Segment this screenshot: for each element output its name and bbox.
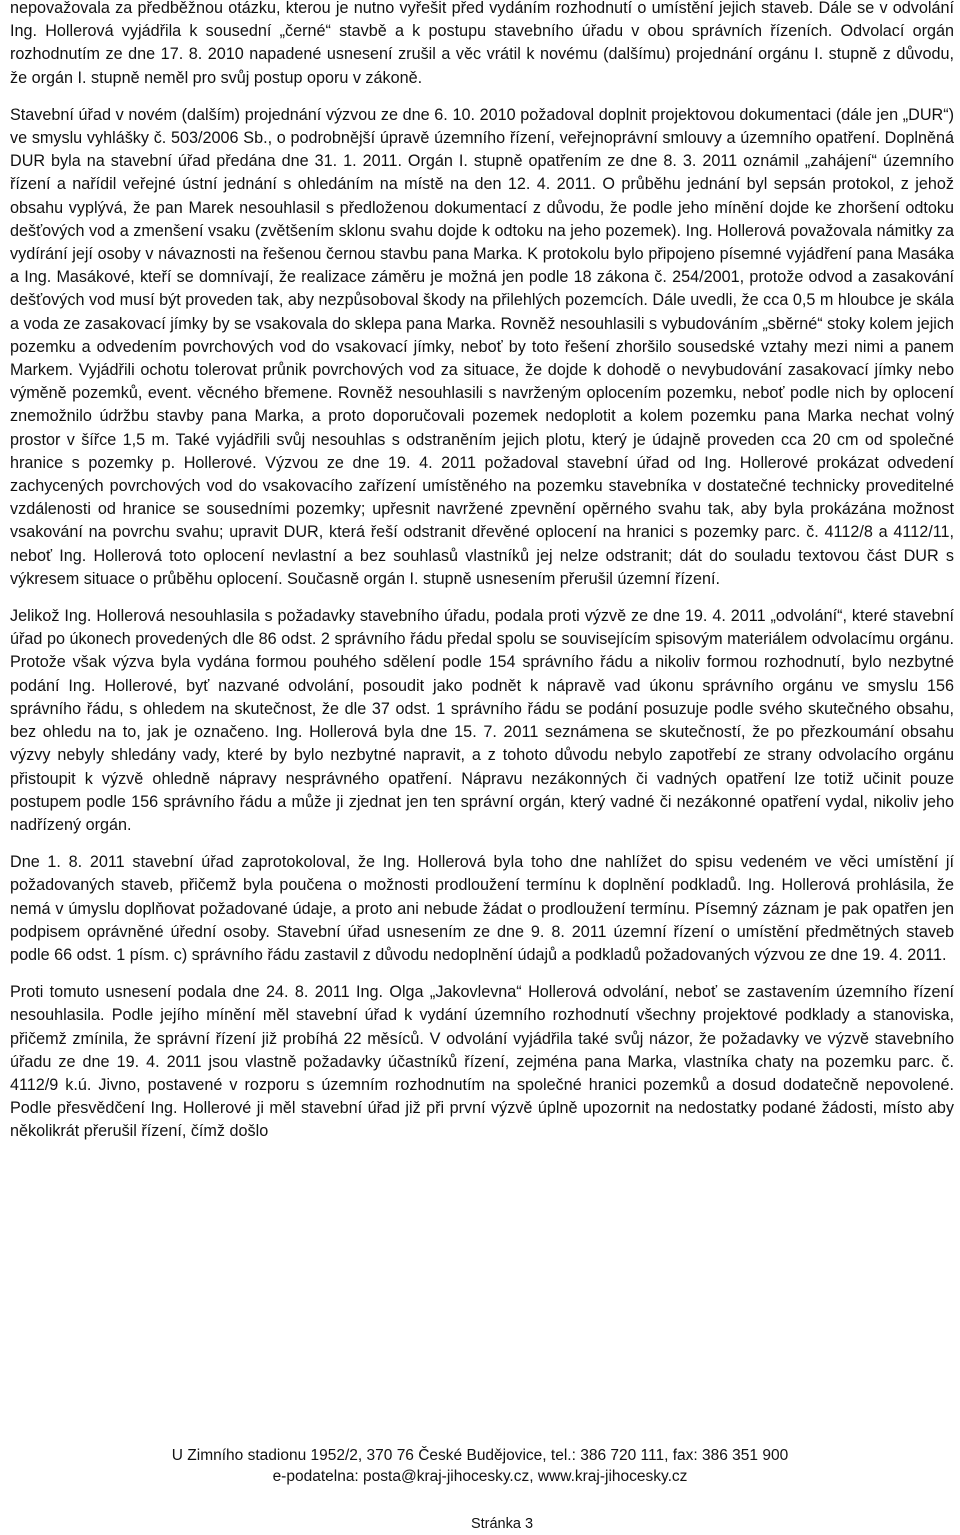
footer-address: U Zimního stadionu 1952/2, 370 76 České Budějovice, tel.: 386 720 111, fax: 386 351 900 xyxy=(171,1447,789,1464)
paragraph-1: nepovažovala za předběžnou otázku, kterou je nutno vyřešit před vydáním rozhodnutí o umístění jejich staveb. Dále se v odvolání Ing. Hollerová vyjádřila k sousední „černé“ stavbě a k postupu stavebního úřadu v obou správních řízeních. Odvolací orgán rozhodnutím ze dne 17. 8. 2010 napadené usnesení zrušil a věc vrátil k novému (dalšímu) projednání orgánu I. stupně z důvodu, že orgán I. stupně neměl pro svůj postup oporu v zákoně. xyxy=(10,0,954,87)
paragraph-5: Proti tomuto usnesení podala dne 24. 8. 2011 Ing. Olga „Jakovlevna“ Hollerová odvolání, neboť se zastavením územního řízení nesouhlasila. Podle jejího mínění měl stavební úřad k vydání územního rozhodnutí všechny projektové podklady a stanoviska, přičemž zmínila, že správní řízení již probíhá 22 měsíců. V odvolání vyjádřila také svůj názor, že požadavky ve výzvě stavebního úřadu ze dne 19. 4. 2011 jsou vlastně požadavky účastníků řízení, zejména pana Marka, vlastníka chaty na pozemku parc. č. 4112/9 k.ú. Jivno, postavené v rozporu s územním rozhodnutím na společné hranici pozemků a dosud dodatečně nepovolené. Podle přesvědčení Ing. Hollerové ji měl stavební úřad již při první výzvě úplně upozornit na nedostatky podané žádosti, místo aby několikrát přerušil řízení, čímž došlo xyxy=(10,983,954,1141)
page-number-container xyxy=(0,1516,960,1532)
paragraph-2: Stavební úřad v novém (dalším) projednání výzvou ze dne 6. 10. 2010 požadoval doplnit projektovou dokumentaci (dále jen „DUR“) ve smyslu vyhlášky č. 503/2006 Sb., o podrobnější úpravě územního řízení, veřejnoprávní smlouvy a územního opatření. Doplněná DUR byla na stavební úřad předána dne 31. 1. 2011. Orgán I. stupně opatřením ze dne 8. 3. 2011 oznámil „zahájení“ územního řízení a nařídil veřejné ústní jednání s ohledáním na místě na den 12. 4. 2011. O průběhu jednání byl sepsán protokol, z jehož obsahu vyplývá, že pan Marek nesouhlasil s předloženou dokumentací z důvodu, že podle jeho mínění dojde ke zhoršení odtoku dešťových vod a zmenšení vsaku (zvětšením sklonu svahu dojde k odtoku na jeho pozemek). Ing. Hollerová považovala námitky za vydírání její osoby v návaznosti na řešenou černou stavbu pana Marka. K protokolu bylo připojeno písemné vyjádření pana Masáka a Ing. Masákové, kteří se domnívají, že realizace záměru je možná jen podle 18 zákona č. 254/2001, protože odvod a zasakování dešťových vod musí být proveden tak, aby nezpůsoboval škody na přilehlých pozemcích. Dále uvedli, že cca 0,5 m hloubce je skála a voda ze zasakovací jímky by se vsakovala do sklepa pana Marka. Rovněž nesouhlasili s vybudováním „sběrné“ stoky kolem jejich pozemku a odvedením povrchových vod do vsakovací jímky, neboť by toto řešení zhoršilo sousedské vztahy mezi nimi a panem Markem. Vyjádřili ochotu tolerovat průnik povrchových vod za situace, že dojde k dohodě o nevybudování zasakovací jímky nebo výměně pozemků, event. věcného břemene. Rovněž nesouhlasili s navrženým oplocením pozemku, neboť podle nich by oplocení znemožnilo údržbu stavby pana Marka, a proto doporučovali pozemek nedoplotit a kolem pozemku pana Marka nechat volný prostor v šířce 1,5 m. Také vyjádřili svůj nesouhlas s odstraněním jejich plotu, který je údajně proveden cca 20 cm od společné hranice s pozemky p. Hollerové. Výzvou ze dne 19. 4. 2011 požadoval stavební úřad od Ing. Hollerové prokázat odvedení zachycených povrchových vod do vsakovacího zařízení umístěného na pozemku stavebníka v dostatečné technicky proveditelné vzdálenosti od hranice se sousedními pozemky; upřesnit navržené zpevnění opěrného svahu tak, aby byla prokázána možnost vsakování na povrchu svahu; upravit DUR, která řeší odstranit dřevěné oplocení na hranici s pozemky parc. č. 4112/8 a 4112/11, neboť Ing. Hollerová toto oplocení nevlastní a bez souhlasů vlastníků jej nelze odstranit; dát do souladu textovou část DUR s výkresem situace o průběhu oplocení. Současně orgán I. stupně usnesením přerušil územní řízení. xyxy=(10,105,954,588)
page-number: Stránka 3 xyxy=(470,1516,534,1532)
document-body xyxy=(10,0,954,1158)
footer-contact xyxy=(0,1445,960,1487)
paragraph-3: Jelikož Ing. Hollerová nesouhlasila s požadavky stavebního úřadu, podala proti výzvě ze dne 19. 4. 2011 „odvolání“, které stavební úřad po úkonech provedených dle 86 odst. 2 správního řádu předal spolu se souvisejícím spisovým materiálem odvolacímu orgánu. Protože však výzva byla vydána formou pouhého sdělení podle 154 správního řádu a nikoliv formou rozhodnutí, bylo nezbytné podání Ing. Hollerové, byť nazvané odvolání, posoudit jako podnět k nápravě vad úkonu správního orgánu ve smyslu 156 správního řádu, s ohledem na skutečnost, že dle 37 odst. 1 správního řádu se podání posuzuje podle svého skutečného obsahu, bez ohledu na to, jak je označeno. Ing. Hollerová byla dne 15. 7. 2011 seznámena se skutečností, že po přezkoumání obsahu výzvy nebyly shledány vady, které by bylo nezbytné napravit, a z tohoto důvodu nebylo zapotřebí ze strany odvolacího orgánu přistoupit k výzvě ohledně nápravy nesprávného opatření. Nápravu nezákonných či vadných opatření lze totiž učinit pouze postupem podle 156 správního řádu a může ji zjednat jen ten správní orgán, který vadné či nezákonné opatření vydal, nikoliv jeho nadřízený orgán. xyxy=(10,607,954,834)
footer-email-web: e-podatelna: posta@kraj-jihocesky.cz, www.kraj-jihocesky.cz xyxy=(272,1468,688,1485)
paragraph-4: Dne 1. 8. 2011 stavební úřad zaprotokoloval, že Ing. Hollerová byla toho dne nahlížet do spisu vedeném ve věci umístění jí požadovaných staveb, přičemž byla poučena o možnosti prodloužení termínu k doplnění podkladů. Ing. Hollerová prohlásila, že nemá v úmyslu doplňovat požadované údaje, a proto ani nebude žádat o prodloužení termínu. Písemný záznam je pak opatřen jen podpisem oprávněné úřední osoby. Stavební úřad usnesením ze dne 9. 8. 2011 územní řízení o umístění předmětných staveb podle 66 odst. 1 písm. c) správního řádu zastavil z důvodu nedoplnění údajů a podkladů požadovaných výzvou ze dne 19. 4. 2011. xyxy=(10,853,954,964)
